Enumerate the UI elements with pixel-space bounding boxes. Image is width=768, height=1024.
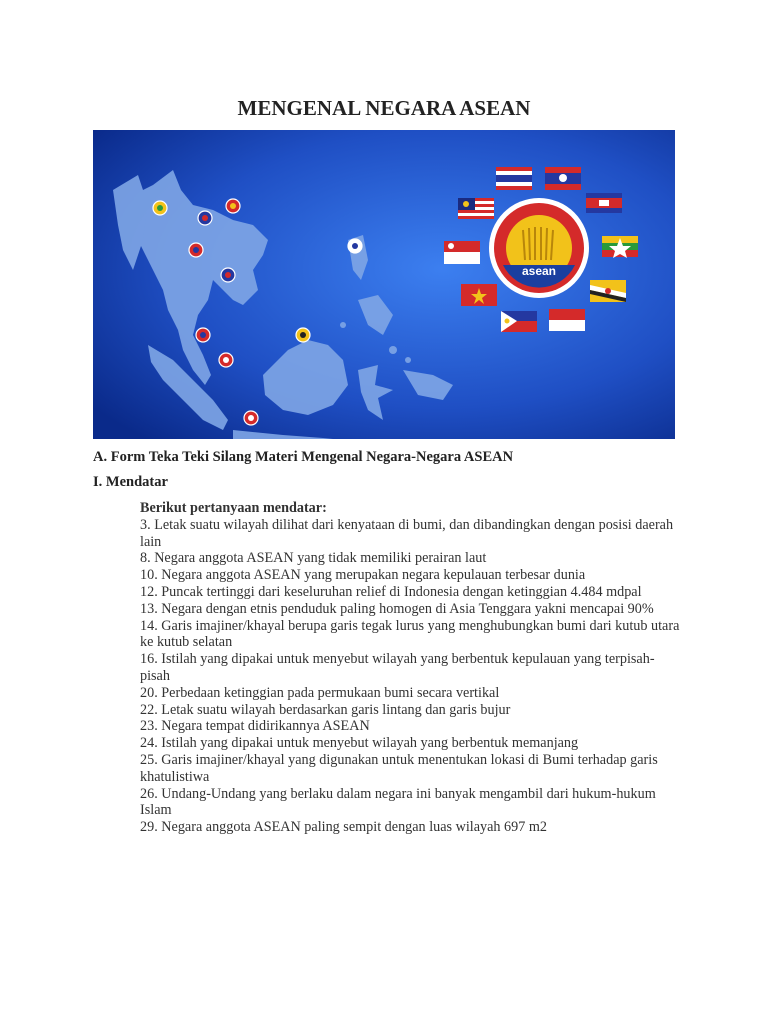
questions-intro: Berikut pertanyaan mendatar:: [140, 500, 327, 516]
question-item: 29. Negara anggota ASEAN paling sempit dengan luas wilayah 697 m2: [140, 819, 548, 836]
questions-list: [140, 517, 680, 836]
question-item: 26. Undang-Undang yang berlaku dalam negara ini banyak mengambil dari hukum-hukum Islam: [140, 785, 656, 819]
section-a-heading: A. Form Teka Teki Silang Materi Mengenal Negara-Negara ASEAN: [93, 449, 514, 465]
question-item: 14. Garis imajiner/khayal berupa garis tegak lurus yang menghubungkan bumi dari kutub utara ke kutub selatan: [140, 617, 680, 651]
question-item: 3. Letak suatu wilayah dilihat dari kenyataan di bumi, dan dibandingkan dengan posisi daerah lain: [140, 516, 674, 550]
question-item: 25. Garis imajiner/khayal yang digunakan untuk menentukan lokasi di Bumi terhadap garis khatulistiwa: [140, 751, 658, 785]
question-item: 24. Istilah yang dipakai untuk menyebut wilayah yang berbentuk memanjang: [140, 735, 579, 752]
question-item: 22. Letak suatu wilayah berdasarkan garis lintang dan garis bujur: [140, 701, 511, 718]
question-item: 13. Negara dengan etnis penduduk paling homogen di Asia Tenggara yakni mencapai 90%: [140, 600, 654, 617]
asean-banner-image: [93, 130, 675, 439]
question-item: 20. Perbedaan ketinggian pada permukaan bumi secara vertikal: [140, 684, 500, 701]
page-title: MENGENAL NEGARA ASEAN: [237, 96, 531, 120]
question-item: 8. Negara anggota ASEAN yang tidak memiliki perairan laut: [140, 550, 487, 567]
questions-block: [140, 500, 680, 836]
section-i-heading: I. Mendatar: [93, 474, 168, 490]
asean-logo: [489, 198, 589, 298]
question-item: 12. Puncak tertinggi dari keseluruhan relief di Indonesia dengan ketinggian 4.484 mdpal: [140, 583, 642, 600]
asean-logo-text: asean: [521, 264, 557, 278]
question-item: 23. Negara tempat didirikannya ASEAN: [140, 718, 370, 735]
question-item: 16. Istilah yang dipakai untuk menyebut wilayah yang berbentuk kepulauan yang terpisah-pisah: [140, 651, 655, 684]
question-item: 10. Negara anggota ASEAN yang merupakan negara kepulauan terbesar dunia: [140, 567, 586, 584]
